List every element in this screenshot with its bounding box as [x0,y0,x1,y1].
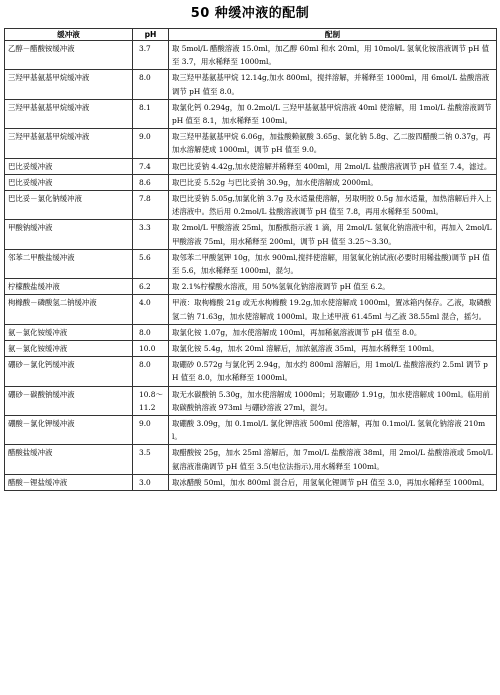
table-row [5,70,497,99]
table-row [5,474,497,490]
preparation-cell: 取醋酸铵 25g，加水 25ml 溶解后，加 7mol/L 盐酸溶液 38ml，用 2mol/L 盐酸溶液或 5mol/L 氨溶液准确调节 pH 值至 3.5(电位法指示),用水稀释至 100ml。 [169,445,497,474]
buffer-name-cell: 硼酸－氯化钾缓冲液 [5,416,133,445]
table-row [5,220,497,249]
table-row [5,341,497,357]
preparation-cell: 取巴比妥 5.52g 与巴比妥钠 30.9g，加水使溶解成 2000ml。 [169,174,497,190]
table-row [5,129,497,158]
buffer-name-cell: 醋酸－锂盐缓冲液 [5,474,133,490]
buffer-name-cell: 巴比妥－氯化钠缓冲液 [5,191,133,220]
buffer-name-cell: 甲酸钠缓冲液 [5,220,133,249]
table-row [5,445,497,474]
table-row [5,41,497,70]
header-preparation: 配制 [169,29,497,41]
header-ph: pH [133,29,169,41]
buffer-name-cell: 三羟甲基氨基甲烷缓冲液 [5,70,133,99]
preparation-cell: 取冰醋酸 50ml，加水 800ml 混合后，用氢氧化锂调节 pH 值至 3.0，再加水稀释至 1000ml。 [169,474,497,490]
preparation-cell: 取巴比妥钠 5.05g,加氯化钠 3.7g 及水适量使溶解，另取明胶 0.5g 加水适量，加热溶解后并入上述溶液中。然后用 0.2mol/L 盐酸溶液调节 pH 值至 7.8，再用水稀释至 500ml。 [169,191,497,220]
ph-cell: 7.8 [133,191,169,220]
buffer-name-cell: 巴比妥缓冲液 [5,158,133,174]
table-row [5,174,497,190]
ph-cell: 3.5 [133,445,169,474]
buffer-name-cell: 巴比妥缓冲液 [5,174,133,190]
table-row [5,191,497,220]
preparation-cell: 取氯化铵 1.07g，加水使溶解成 100ml，再加稀氨溶液调节 pH 值至 8.0。 [169,324,497,340]
buffer-name-cell: 硼砂－碳酸钠缓冲液 [5,386,133,415]
preparation-cell: 取硼砂 0.572g 与氯化钙 2.94g，加水约 800ml 溶解后，用 1mol/L 盐酸溶液约 2.5ml 调节 pH 值至 8.0，加水稀释至 1000ml。 [169,357,497,386]
ph-cell: 3.7 [133,41,169,70]
ph-cell: 8.1 [133,99,169,128]
preparation-cell: 取三羟甲基氨基甲烷 6.06g，加盐酸赖氨酸 3.65g、氯化钠 5.8g、乙二胺四醋酸二钠 0.37g，再加水溶解使成 1000ml，调节 pH 值至 9.0。 [169,129,497,158]
table-row [5,279,497,295]
table-row [5,416,497,445]
document-title: 50 种缓冲液的配制 [190,6,310,21]
buffer-table [4,28,497,491]
preparation-cell: 取邻苯二甲酸氢钾 10g，加水 900ml,搅拌使溶解，用氢氧化钠试液(必要时用稀盐酸)调节 pH 值至 5.6，加水稀释至 1000ml，混匀。 [169,249,497,278]
ph-cell: 10.8～11.2 [133,386,169,415]
ph-cell: 7.4 [133,158,169,174]
ph-cell: 8.0 [133,324,169,340]
table-row [5,249,497,278]
ph-cell: 5.6 [133,249,169,278]
ph-cell: 9.0 [133,416,169,445]
preparation-cell: 取 5mol/L 醋酸溶液 15.0ml，加乙醇 60ml 和水 20ml，用 10mol/L 氢氧化铵溶液调节 pH 值至 3.7，用水稀释至 1000ml。 [169,41,497,70]
buffer-name-cell: 枸橼酸－磷酸氢二钠缓冲液 [5,295,133,324]
preparation-cell: 取 2.1%柠檬酸水溶液，用 50%氢氧化钠溶液调节 pH 值至 6.2。 [169,279,497,295]
ph-cell: 8.6 [133,174,169,190]
preparation-cell: 取 2mol/L 甲酸溶液 25ml，加酚酞指示液 1 滴，用 2mol/L 氢氧化钠溶液中和，再加入 2mol/L 甲酸溶液 75ml，用水稀释至 200ml，调节 pH 值至 3.25～3.30。 [169,220,497,249]
preparation-cell: 取氯化铵 5.4g，加水 20ml 溶解后，加浓氨溶液 35ml，再加水稀释至 100ml。 [169,341,497,357]
ph-cell: 9.0 [133,129,169,158]
table-row [5,158,497,174]
table-row [5,386,497,415]
ph-cell: 8.0 [133,70,169,99]
preparation-cell: 取氯化钙 0.294g，加 0.2mol/L 三羟甲基氨基甲烷溶液 40ml 使溶解，用 1mol/L 盐酸溶液调节 pH 值至 8.1，加水稀释至 100ml。 [169,99,497,128]
buffer-name-cell: 氨－氯化铵缓冲液 [5,341,133,357]
preparation-cell: 取硼酸 3.09g，加 0.1mol/L 氯化钾溶液 500ml 使溶解，再加 0.1mol/L 氢氧化钠溶液 210ml。 [169,416,497,445]
header-buffer: 缓冲液 [5,29,133,41]
buffer-name-cell: 柠檬酸盐缓冲液 [5,279,133,295]
preparation-cell: 取三羟甲基氨基甲烷 12.14g,加水 800ml，搅拌溶解，并稀释至 1000ml，用 6mol/L 盐酸溶液调节 pH 值至 8.0。 [169,70,497,99]
ph-cell: 3.0 [133,474,169,490]
ph-cell: 10.0 [133,341,169,357]
buffer-name-cell: 邻苯二甲酸盐缓冲液 [5,249,133,278]
table-row [5,324,497,340]
buffer-name-cell: 硼砂－氯化钙缓冲液 [5,357,133,386]
table-row [5,99,497,128]
ph-cell: 6.2 [133,279,169,295]
buffer-name-cell: 氨－氯化铵缓冲液 [5,324,133,340]
table-header-row [5,29,497,41]
preparation-cell: 取巴比妥钠 4.42g,加水使溶解并稀释至 400ml，用 2mol/L 盐酸溶液调节 pH 值至 7.4，滤过。 [169,158,497,174]
buffer-name-cell: 三羟甲基氨基甲烷缓冲液 [5,99,133,128]
ph-cell: 3.3 [133,220,169,249]
table-row [5,295,497,324]
table-row [5,357,497,386]
ph-cell: 4.0 [133,295,169,324]
ph-cell: 8.0 [133,357,169,386]
buffer-name-cell: 醋酸盐缓冲液 [5,445,133,474]
buffer-name-cell: 三羟甲基氨基甲烷缓冲液 [5,129,133,158]
preparation-cell: 取无水碳酸钠 5.30g，加水使溶解成 1000ml；另取硼砂 1.91g，加水使溶解成 100ml。临用前取碳酸钠溶液 973ml 与硼砂溶液 27ml，混匀。 [169,386,497,415]
buffer-name-cell: 乙醇－醋酸铵缓冲液 [5,41,133,70]
preparation-cell: 甲液：取枸橼酸 21g 或无水枸橼酸 19.2g,加水使溶解成 1000ml，置冰箱内保存。乙液，取磷酸氢二钠 71.63g，加水使溶解成 1000ml。取上述甲液 61.45ml 与乙液 38.55ml 混合，摇匀。 [169,295,497,324]
